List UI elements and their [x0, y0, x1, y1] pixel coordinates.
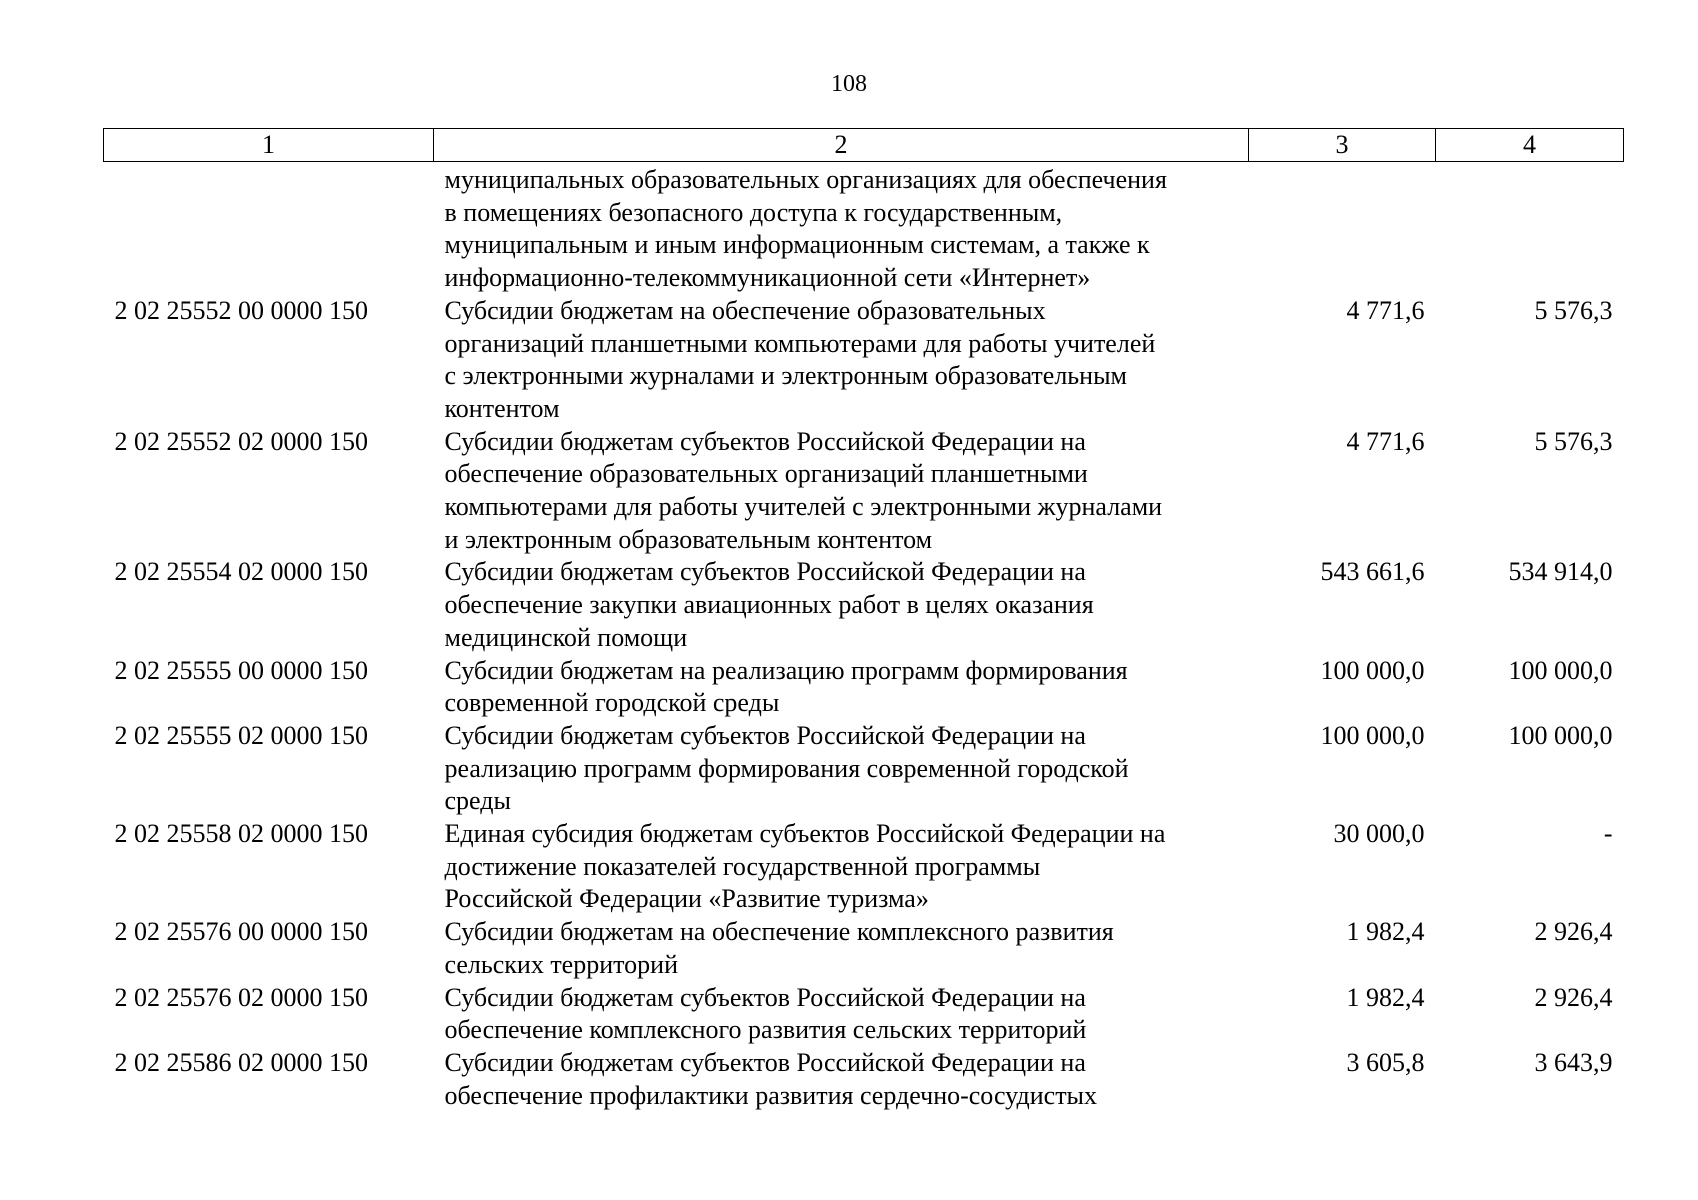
- row-code: 2 02 25554 02 0000 150: [114, 557, 368, 587]
- description-line: муниципальным и иным информационным системам, а также к: [444, 230, 1150, 260]
- description-line: достижение показателей государственной программы: [444, 851, 1041, 881]
- table-body: [104, 162, 1624, 1113]
- description-line: Субсидии бюджетам субъектов Российской Федерации на: [444, 1047, 1086, 1077]
- row-description: [434, 655, 1249, 720]
- table-row: [104, 982, 1624, 1047]
- page-number: 108: [831, 71, 867, 97]
- description-line: Субсидии бюджетам субъектов Российской Федерации на: [444, 426, 1086, 456]
- row-code: 2 02 25586 02 0000 150: [114, 1047, 368, 1077]
- budget-table: [103, 128, 1624, 1112]
- description-line: Субсидии бюджетам на обеспечение комплексного развития: [444, 917, 1114, 947]
- row-description: [434, 720, 1249, 818]
- row-value-col4: 3 643,9: [1534, 1047, 1613, 1077]
- table-row: [104, 1047, 1624, 1112]
- description-line: Субсидии бюджетам на реализацию программ формирования: [444, 655, 1128, 685]
- description-line: обеспечение образовательных организаций планшетными: [444, 459, 1088, 489]
- description-line: обеспечение профилактики развития сердечно-сосудистых: [444, 1080, 1098, 1110]
- description-line: реализацию программ формирования современной городской: [444, 753, 1129, 783]
- row-description: [434, 1047, 1249, 1112]
- row-code: [104, 162, 434, 295]
- row-value-col3: 100 000,0: [1320, 720, 1425, 750]
- row-value-col3: 4 771,6: [1346, 295, 1425, 325]
- row-value-col4: 2 926,4: [1534, 917, 1613, 947]
- row-value-col3: 4 771,6: [1346, 426, 1425, 456]
- row-value-col3: 3 605,8: [1346, 1047, 1425, 1077]
- row-description: [434, 556, 1249, 654]
- row-code: 2 02 25552 02 0000 150: [114, 426, 368, 456]
- row-value-col4: 534 914,0: [1508, 557, 1613, 587]
- description-line: Субсидии бюджетам субъектов Российской Федерации на: [444, 720, 1086, 750]
- header-col-1: 1: [104, 129, 434, 162]
- row-code: 2 02 25555 00 0000 150: [114, 655, 368, 685]
- description-line: сельских территорий: [444, 949, 678, 979]
- description-line: среды: [444, 786, 511, 816]
- row-description: [434, 916, 1249, 981]
- description-line: организаций планшетными компьютерами для работы учителей: [444, 328, 1156, 358]
- table-row: [104, 916, 1624, 981]
- description-line: в помещениях безопасного доступа к государственным,: [444, 197, 1063, 227]
- table-row: [104, 426, 1624, 557]
- description-line: с электронными журналами и электронным образовательным: [444, 361, 1127, 391]
- header-col-4: 4: [1436, 129, 1624, 162]
- row-description: [434, 426, 1249, 557]
- row-code: 2 02 25552 00 0000 150: [114, 295, 368, 325]
- description-line: Субсидии бюджетам на обеспечение образовательных: [444, 295, 1046, 325]
- row-description: [434, 818, 1249, 916]
- row-value-col4: 2 926,4: [1534, 982, 1613, 1012]
- row-value-col4: 5 576,3: [1534, 426, 1613, 456]
- row-value-col3: 1 982,4: [1346, 917, 1425, 947]
- description-line: и электронным образовательным контентом: [444, 524, 933, 554]
- table-row: [104, 720, 1624, 818]
- table-row: [104, 556, 1624, 654]
- description-line: медицинской помощи: [444, 622, 688, 652]
- description-line: Субсидии бюджетам субъектов Российской Федерации на: [444, 557, 1086, 587]
- description-line: современной городской среды: [444, 688, 780, 718]
- row-code: 2 02 25558 02 0000 150: [114, 819, 368, 849]
- table-row: [104, 655, 1624, 720]
- description-line: Субсидии бюджетам субъектов Российской Федерации на: [444, 982, 1086, 1012]
- header-col-3: 3: [1249, 129, 1436, 162]
- row-code: 2 02 25576 02 0000 150: [114, 982, 368, 1012]
- description-line: компьютерами для работы учителей с электронными журналами: [444, 492, 1163, 522]
- header-row: [104, 129, 1624, 162]
- row-value-col3: 100 000,0: [1320, 655, 1425, 685]
- row-description: [434, 982, 1249, 1047]
- description-line: обеспечение закупки авиационных работ в целях оказания: [444, 590, 1094, 620]
- description-line: муниципальных образовательных организациях для обеспечения: [444, 165, 1167, 194]
- table-header: [104, 129, 1624, 162]
- row-value-col3: 543 661,6: [1320, 557, 1425, 587]
- row-description: [434, 295, 1249, 426]
- description-line: информационно-телекоммуникационной сети «Интернет»: [444, 263, 1091, 293]
- header-col-2: 2: [434, 129, 1249, 162]
- row-value-col3: 30 000,0: [1333, 819, 1425, 849]
- row-value-col4: 100 000,0: [1508, 655, 1613, 685]
- row-code: 2 02 25576 00 0000 150: [114, 917, 368, 947]
- table-row: [104, 295, 1624, 426]
- row-value-col3: [1249, 162, 1436, 295]
- row-description: [434, 162, 1249, 295]
- description-line: обеспечение комплексного развития сельских территорий: [444, 1015, 1087, 1045]
- row-value-col4: 5 576,3: [1534, 295, 1613, 325]
- description-line: Единая субсидия бюджетам субъектов Российской Федерации на: [444, 819, 1166, 849]
- row-value-col4: [1436, 162, 1624, 295]
- row-code: 2 02 25555 02 0000 150: [114, 720, 368, 750]
- table-row: [104, 162, 1624, 295]
- description-line: контентом: [444, 393, 560, 423]
- row-value-col4: 100 000,0: [1508, 720, 1613, 750]
- table-row: [104, 818, 1624, 916]
- description-line: Российской Федерации «Развитие туризма»: [444, 884, 929, 914]
- row-value-col4: -: [1603, 819, 1613, 849]
- row-value-col3: 1 982,4: [1346, 982, 1425, 1012]
